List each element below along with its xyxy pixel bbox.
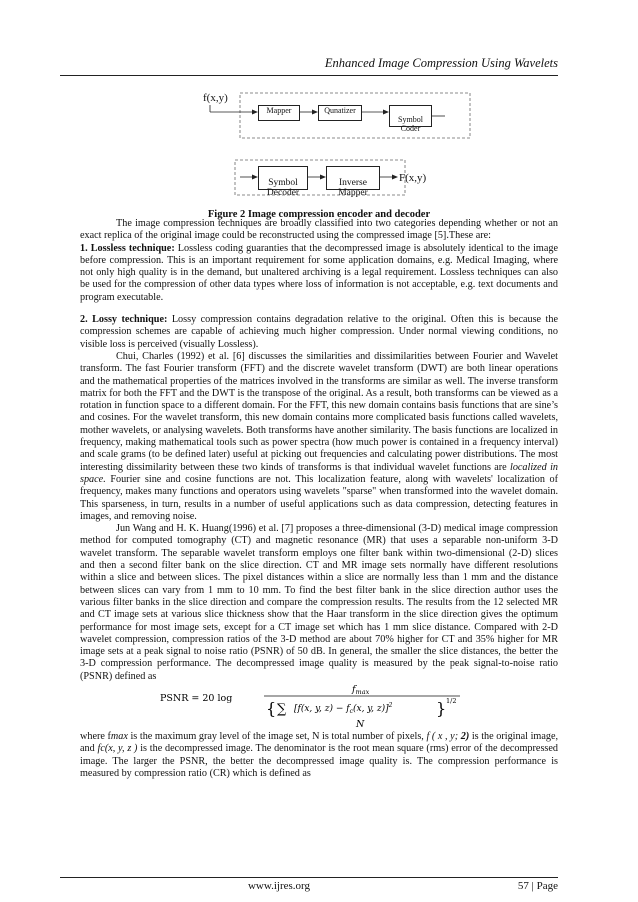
lossy-heading: 2. Lossy technique: <box>80 314 168 326</box>
lossless-text: Lossless coding guaranties that the decompressed image is absolutely identical to the image before compression. This is an important requirement for some application domains, e.g. Medical Imaging, where not only high quality is in the demand, but unaltered archiving is a legal requirement. Lossless techniques can also be used for the compression of other data types where loss of information is not acceptable, e.g. text documents and program executable. <box>80 242 558 303</box>
after-z: 2) <box>460 730 470 742</box>
footer-rule <box>60 877 558 878</box>
chui-text-b: Fourier sine and cosine functions are not. This localization feature, along with wavelets' localization of frequency, makes many functions and operators using wavelets "sparse" when transformed into the wavelet domain. This sparseness, in turn, results in a number of useful applications such as data compression, detecting features in images, and removing noise. <box>80 473 558 522</box>
lossless-paragraph <box>80 243 558 304</box>
figure-diagram-lines <box>0 0 638 200</box>
eq-brace-right: } <box>436 698 447 718</box>
lossy-text: Lossy compression contains degradation relative to the original. Often this is because the compression schemes are capable of achieving much higher compression. Under normal viewing conditions, no visible loss is perceived (visually Lossless). <box>80 314 558 350</box>
after-text-b: is the maximum gray level of the image set, N is total number of pixels, <box>127 730 427 742</box>
quantizer-block <box>318 105 362 121</box>
eq-exponent: 1/2 <box>446 696 457 705</box>
figure-caption: Figure 2 Image compression encoder and decoder <box>207 209 431 220</box>
eq-brace-left: { <box>266 698 277 718</box>
eq-denominator: N <box>356 718 365 730</box>
inverse-mapper-label: Inverse Mapper <box>338 177 368 198</box>
after-fxyz: f ( x , y; <box>426 730 461 742</box>
eq-sum-term: [f(x, y, $z) - f_c(x$, y, z)]$^2$ <box>294 701 393 715</box>
lossy-paragraph <box>80 314 558 351</box>
article-body <box>80 218 558 780</box>
eq-lhs: PSNR = 20 log <box>160 692 233 704</box>
symbol-decoder-block <box>258 166 308 198</box>
eq-numerator: $f_{max}$ <box>352 683 370 696</box>
figure-encoder-decoder <box>0 0 638 200</box>
after-text-c: is the original image, and <box>80 730 559 755</box>
chui-paragraph <box>80 351 558 523</box>
footer-site[interactable]: www.ijres.org <box>247 880 311 892</box>
after-fmax: max <box>110 730 128 742</box>
after-fc: fc(x, y, z ) <box>97 743 138 755</box>
input-signal-label: f(x,y) <box>203 92 228 104</box>
symbol-coder-block <box>389 105 432 133</box>
psnr-equation-svg <box>160 683 480 731</box>
after-equation-paragraph <box>80 731 558 780</box>
after-text-a: where f <box>80 730 111 742</box>
chui-text-a: Chui, Charles (1992) et al. [6] discusses the similarities and dissimilarities between Fourier and Wavelet transform. The fast Fourier transform (FFT) and the discrete wavelet transform (DWT) are both linear operations and the mathematical properties of the matrices involved in the transforms are similar as well. The inverse transform matrix for both the FFT and the DWT is the transpose of the original. As a result, both transforms can be viewed as a rotation in function space to a different domain. For the FFT, this new domain contains basis functions that are sine’s and cosines. For the wavelet transform, this new domain contains more complicated basis functions called wavelets, mother wavelets, or analysing wavelets. Both transforms have another similarity. The basis functions are localized in frequency, making mathematical tools such as power spectra (how much power is contained in a frequency interval) and scale grams (to be defined later) useful at picking out frequencies and calculating power distributions. The most interesting dissimilarity between these two kinds of transforms is that individual wavelet functions are <box>80 350 558 473</box>
intro-paragraph: The image compression techniques are broadly classified into two categories depending whether or not an exact replica of the original image could be reconstructed using the compressed image [5].These are: <box>80 218 558 242</box>
mapper-label: Mapper <box>266 106 292 115</box>
chui-italic: localized in space. <box>80 461 558 485</box>
after-text-d: is the decompressed image. The denominator is the root mean square (rms) error of the decompressed image. The larger the PSNR, the better the decompressed image quality is. The compression performance is measured by compression ratio (CR) which is defined as <box>80 743 558 779</box>
lossless-heading: 1. Lossless technique: <box>80 242 175 254</box>
psnr-equation <box>80 683 558 731</box>
running-header: Enhanced Image Compression Using Wavelets <box>324 56 558 70</box>
quantizer-label: Qunatizer <box>324 106 356 115</box>
inverse-mapper-block <box>326 166 380 198</box>
footer-page-number: 57 | Page <box>517 880 558 892</box>
mapper-block <box>258 105 300 121</box>
output-signal-label: F(x,y) <box>399 172 427 184</box>
symbol-coder-label: Symbol Coder <box>398 115 423 133</box>
eq-sum: ∑ <box>277 701 287 717</box>
symbol-decoder-label: Symbol Decoder <box>266 177 300 198</box>
wang-paragraph: Jun Wang and H. K. Huang(1996) et al. [7] proposes a three-dimensional (3-D) medical image compression method for computed tomography (CT) and magnetic resonance (MR) that uses a separable non-uniform 3-D wavelet transform. The separable wavelet transform employs one filter bank within two-dimensional (2-D) slices and then a second filter bank on the slice direction. CT and MR image sets normally have different resolutions within a slice and between slices. The pixel distances within a slice are normally less than 1 mm and the distance between slices can vary from 1 mm to 10 mm. To find the best filter bank in the slice direction author uses the various filter banks in the slice direction and compare the compression results. The results from the 12 selected MR and CT image sets at various slice thickness show that the Haar transform in the slice direction gives the optimum performance for most image sets, except for a CT image set which has 1 mm slice distance. Compared with 2-D wavelet compression, compression ratios of the 3-D method are about 70% higher for CT and 35% higher for MR image sets at a peak signal to noise ratio (PSNR) of 50 dB. In general, the smaller the slice distances, the better the 3-D compression performance. The decompressed image quality is measured by the peak signal-to-noise ratio (PSNR) defined as <box>80 523 558 682</box>
